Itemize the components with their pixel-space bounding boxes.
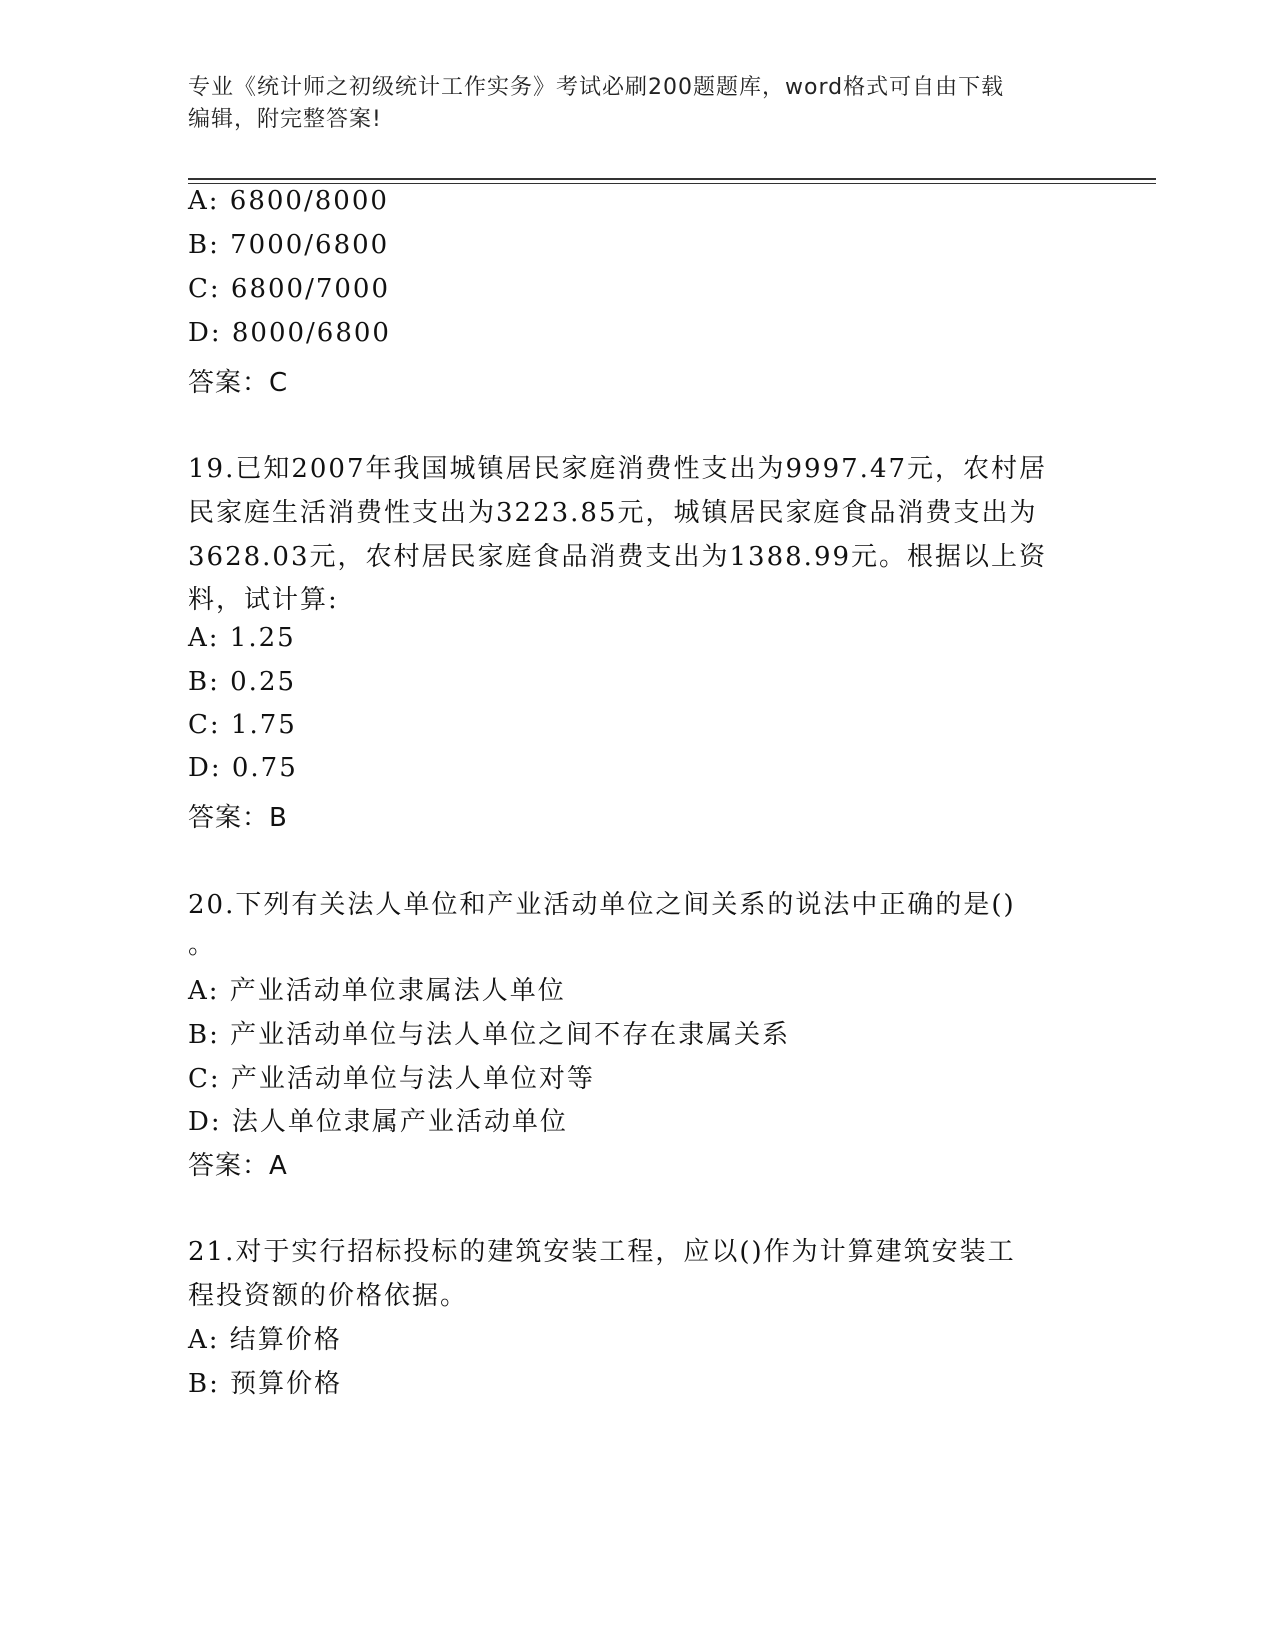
q20-answer: 答案：A	[188, 1151, 288, 1181]
q19-stem-line-4: 料，试计算:	[188, 585, 339, 615]
q20-option-c: C: 产业活动单位与法人单位对等	[188, 1064, 595, 1094]
header-line-2: 编辑，附完整答案!	[188, 107, 382, 132]
q21-option-b: B: 预算价格	[188, 1369, 343, 1399]
q20-option-b: B: 产业活动单位与法人单位之间不存在隶属关系	[188, 1020, 791, 1050]
q18-option-a: A: 6800/8000	[188, 186, 389, 216]
q20-option-a: A: 产业活动单位隶属法人单位	[188, 976, 566, 1006]
q18-option-b: B: 7000/6800	[188, 230, 390, 260]
q19-option-a: A: 1.25	[188, 623, 296, 653]
q19-stem-line-1: 19.已知2007年我国城镇居民家庭消费性支出为9997.47元，农村居	[188, 454, 1048, 484]
q20-stem-line-1: 20.下列有关法人单位和产业活动单位之间关系的说法中正确的是()	[188, 890, 1016, 920]
q19-option-d: D: 0.75	[188, 753, 298, 783]
q19-option-c: C: 1.75	[188, 710, 297, 740]
q19-stem-line-3: 3628.03元，农村居民家庭食品消费支出为1388.99元。根据以上资	[188, 542, 1048, 572]
q21-stem-line-2: 程投资额的价格依据。	[188, 1281, 469, 1311]
q18-option-d: D: 8000/6800	[188, 318, 391, 348]
q19-answer: 答案：B	[188, 803, 288, 833]
q18-answer: 答案：C	[188, 368, 289, 398]
page-header	[188, 72, 1088, 136]
q21-stem-line-1: 21.对于实行招标投标的建筑安装工程，应以()作为计算建筑安装工	[188, 1237, 1016, 1267]
q19-stem-line-2: 民家庭生活消费性支出为3223.85元，城镇居民家庭食品消费支出为	[188, 498, 1038, 528]
header-line-1: 专业《统计师之初级统计工作实务》考试必刷200题题库，word格式可自由下载	[188, 75, 1005, 100]
header-divider	[188, 178, 1156, 184]
q20-option-d: D: 法人单位隶属产业活动单位	[188, 1107, 568, 1137]
q20-stem-line-2: 。	[188, 930, 217, 960]
q19-option-b: B: 0.25	[188, 667, 297, 697]
q18-option-c: C: 6800/7000	[188, 274, 391, 304]
q21-option-a: A: 结算价格	[188, 1325, 342, 1355]
